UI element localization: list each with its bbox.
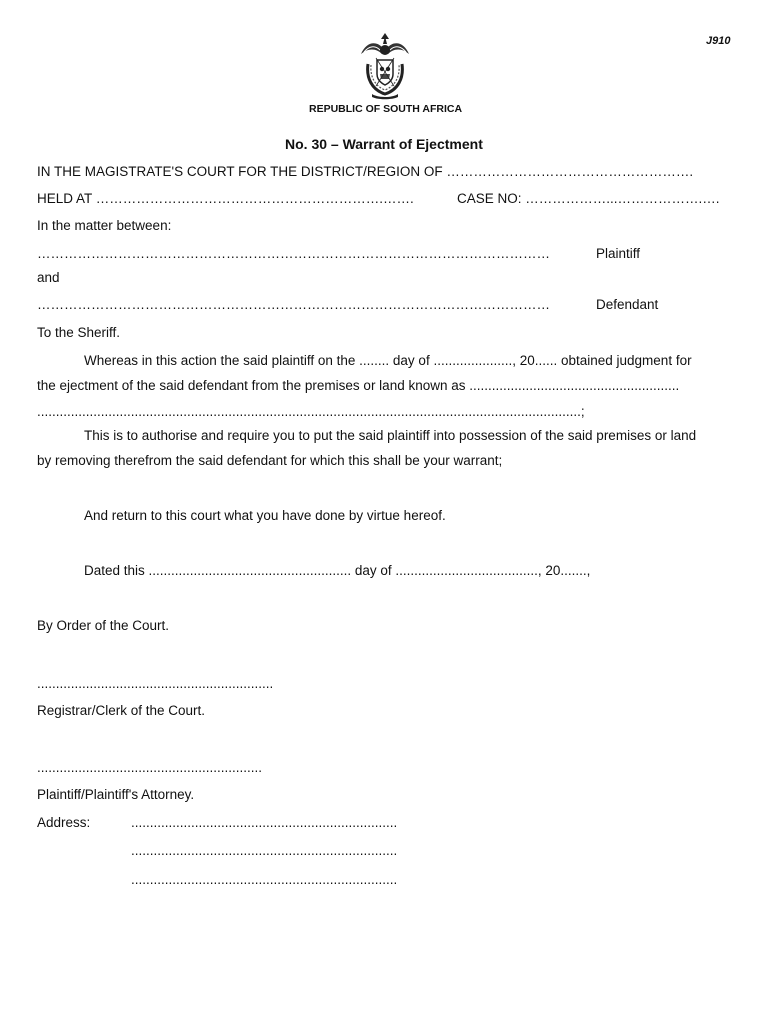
coat-of-arms-icon	[356, 30, 414, 100]
registrar-signature-line: ...............................................................	[37, 676, 274, 691]
and-label: and	[37, 270, 60, 285]
registrar-label: Registrar/Clerk of the Court.	[37, 703, 206, 718]
whereas-line-2: the ejectment of the said defendant from the premises or land known as ........................................................	[37, 378, 680, 393]
whereas-line-3: .................................................................................................................................................;	[37, 404, 585, 419]
case-number-field: CASE NO: ………………...……………….….	[457, 191, 720, 206]
authorise-line-1: This is to authorise and require you to put the said plaintiff into possession of the said premises or land	[84, 428, 697, 443]
country-name: REPUBLIC OF SOUTH AFRICA	[309, 103, 463, 115]
by-order-label: By Order of the Court.	[37, 618, 170, 633]
address-label: Address:	[37, 815, 91, 830]
held-at-field: HELD AT ……………………………………………………….…….	[37, 191, 414, 206]
defendant-label: Defendant	[596, 297, 659, 312]
matter-between-label: In the matter between:	[37, 218, 172, 233]
dated-line: Dated this ...................................................... day of ......................................, 20.......,	[84, 563, 591, 578]
address-line-1: .......................................................................	[131, 815, 398, 830]
return-statement: And return to this court what you have done by virtue hereof.	[84, 508, 446, 523]
address-line-3: .......................................................................	[131, 872, 398, 887]
district-line: IN THE MAGISTRATE'S COURT FOR THE DISTRICT/REGION OF ……………………………………………….	[37, 164, 694, 179]
plaintiff-field: ……………………………………………………………………………………………………	[37, 246, 550, 261]
defendant-field: ……………………………………………………………………………………………………	[37, 297, 550, 312]
address-line-2: .......................................................................	[131, 843, 398, 858]
attorney-signature-line: ............................................................	[37, 760, 263, 775]
to-sheriff-label: To the Sheriff.	[37, 325, 121, 340]
page-title: No. 30 – Warrant of Ejectment	[285, 136, 483, 152]
attorney-label: Plaintiff/Plaintiff's Attorney.	[37, 787, 195, 802]
authorise-line-2: by removing therefrom the said defendant for which this shall be your warrant;	[37, 453, 503, 468]
plaintiff-label: Plaintiff	[596, 246, 641, 261]
form-code: J910	[706, 35, 731, 47]
whereas-line-1: Whereas in this action the said plaintiff on the ........ day of ....................., 20...... obtained judgment for	[84, 353, 692, 368]
